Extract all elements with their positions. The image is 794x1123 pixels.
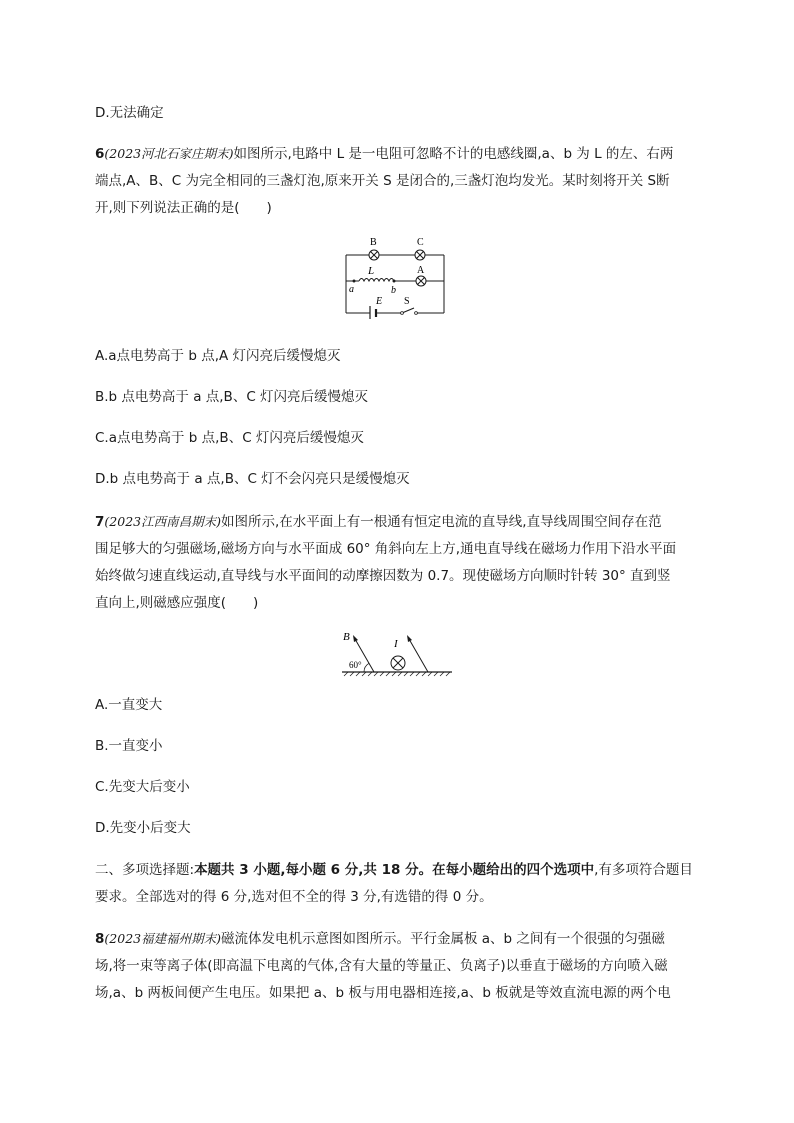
question-8-line-3: 场,a、b 两板间便产生电压。如果把 a、b 板与用电器相连接,a、b 板就是等效直流电源的两个电 (95, 985, 671, 1001)
junction-a (353, 280, 356, 283)
question-number: 6 (95, 146, 105, 162)
switch-contact (401, 312, 404, 315)
label-I: I (394, 638, 398, 650)
label-C: C (417, 237, 424, 248)
angle-label: 60° (349, 660, 362, 670)
question-source: (2023江西南昌期末) (104, 514, 221, 529)
question-6-line-1 (95, 145, 673, 163)
section-rule: 本题共 3 小题,每小题 6 分,共 18 分。在每小题给出的 (194, 862, 527, 878)
switch-contact (415, 312, 418, 315)
question-7-line-1 (95, 513, 662, 531)
question-text: 如图所示,电路中 L 是一电阻可忽略不计的电感线圈,a、b 为 L 的左、右两 (233, 146, 674, 162)
magnetic-field-diagram (338, 626, 456, 680)
q6-option-d[interactable]: D.b 点电势高于 a 点,B、C 灯不会闪亮只是缓慢熄灭 (95, 471, 410, 487)
question-text: 如图所示,在水平面上有一根通有恒定电流的直导线,直导线周围空间存在范 (220, 514, 662, 530)
question-source: (2023福建福州期末) (104, 931, 221, 946)
question-text: 磁流体发电机示意图如图所示。平行金属板 a、b 之间有一个很强的匀强磁 (220, 931, 665, 947)
label-a: a (349, 284, 354, 295)
q6-option-b[interactable]: B.b 点电势高于 a 点,B、C 灯闪亮后缓慢熄灭 (95, 389, 369, 405)
question-6-line-2: 端点,A、B、C 为完全相同的三盏灯泡,原来开关 S 是闭合的,三盏灯泡均发光。某时刻将开关 S断 (95, 173, 670, 189)
section-emphasis: 四个选项中 (526, 862, 595, 878)
question-8-line-1 (95, 930, 665, 948)
label-S: S (404, 296, 410, 307)
section-2-heading (95, 861, 693, 879)
section-title: 二、多项选择题: (95, 862, 195, 878)
previous-option-d: D.无法确定 (95, 105, 164, 121)
field-line-arrow-icon (407, 635, 428, 672)
question-7-line-2: 围足够大的匀强磁场,磁场方向与水平面成 60° 角斜向左上方,通电直导线在磁场力作用下沿水平面 (95, 541, 677, 557)
current-into-page-icon (391, 656, 405, 670)
question-8-line-2: 场,将一束等离子体(即高温下电离的气体,含有大量的等量正、负离子)以垂直于磁场的方向喷入磁 (95, 958, 668, 974)
q7-option-d[interactable]: D.先变小后变大 (95, 820, 191, 836)
lamp-A-icon (416, 276, 426, 286)
circuit-diagram (340, 235, 450, 319)
question-7-line-3: 始终做匀速直线运动,直导线与水平面间的动摩擦因数为 0.7。现使磁场方向顺时针转 30° 直到竖 (95, 568, 671, 584)
q7-option-c[interactable]: C.先变大后变小 (95, 779, 190, 795)
q7-option-b[interactable]: B.一直变小 (95, 738, 163, 754)
question-source: (2023河北石家庄期末) (104, 146, 234, 161)
angle-arc (364, 663, 369, 672)
question-number: 7 (95, 514, 105, 530)
section-2-scoring: 要求。全部选对的得 6 分,选对但不全的得 3 分,有选错的得 0 分。 (95, 889, 493, 905)
label-B: B (343, 631, 350, 643)
q7-option-a[interactable]: A.一直变大 (95, 697, 163, 713)
question-number: 8 (95, 931, 105, 947)
q6-option-a[interactable]: A.a点电势高于 b 点,A 灯闪亮后缓慢熄灭 (95, 348, 341, 364)
q6-option-c[interactable]: C.a点电势高于 b 点,B、C 灯闪亮后缓慢熄灭 (95, 430, 364, 446)
label-L: L (368, 265, 375, 277)
question-6-line-3: 开,则下列说法正确的是( ) (95, 200, 272, 216)
lamp-C-icon (415, 250, 425, 260)
label-b: b (391, 285, 396, 296)
label-B: B (370, 237, 377, 248)
label-A: A (417, 265, 425, 276)
lamp-B-icon (369, 250, 379, 260)
question-7-line-4: 直向上,则磁感应强度( ) (95, 595, 259, 611)
section-rule-cont: ,有多项符合题目 (594, 862, 693, 878)
junction-b (393, 280, 396, 283)
label-E: E (376, 296, 383, 307)
